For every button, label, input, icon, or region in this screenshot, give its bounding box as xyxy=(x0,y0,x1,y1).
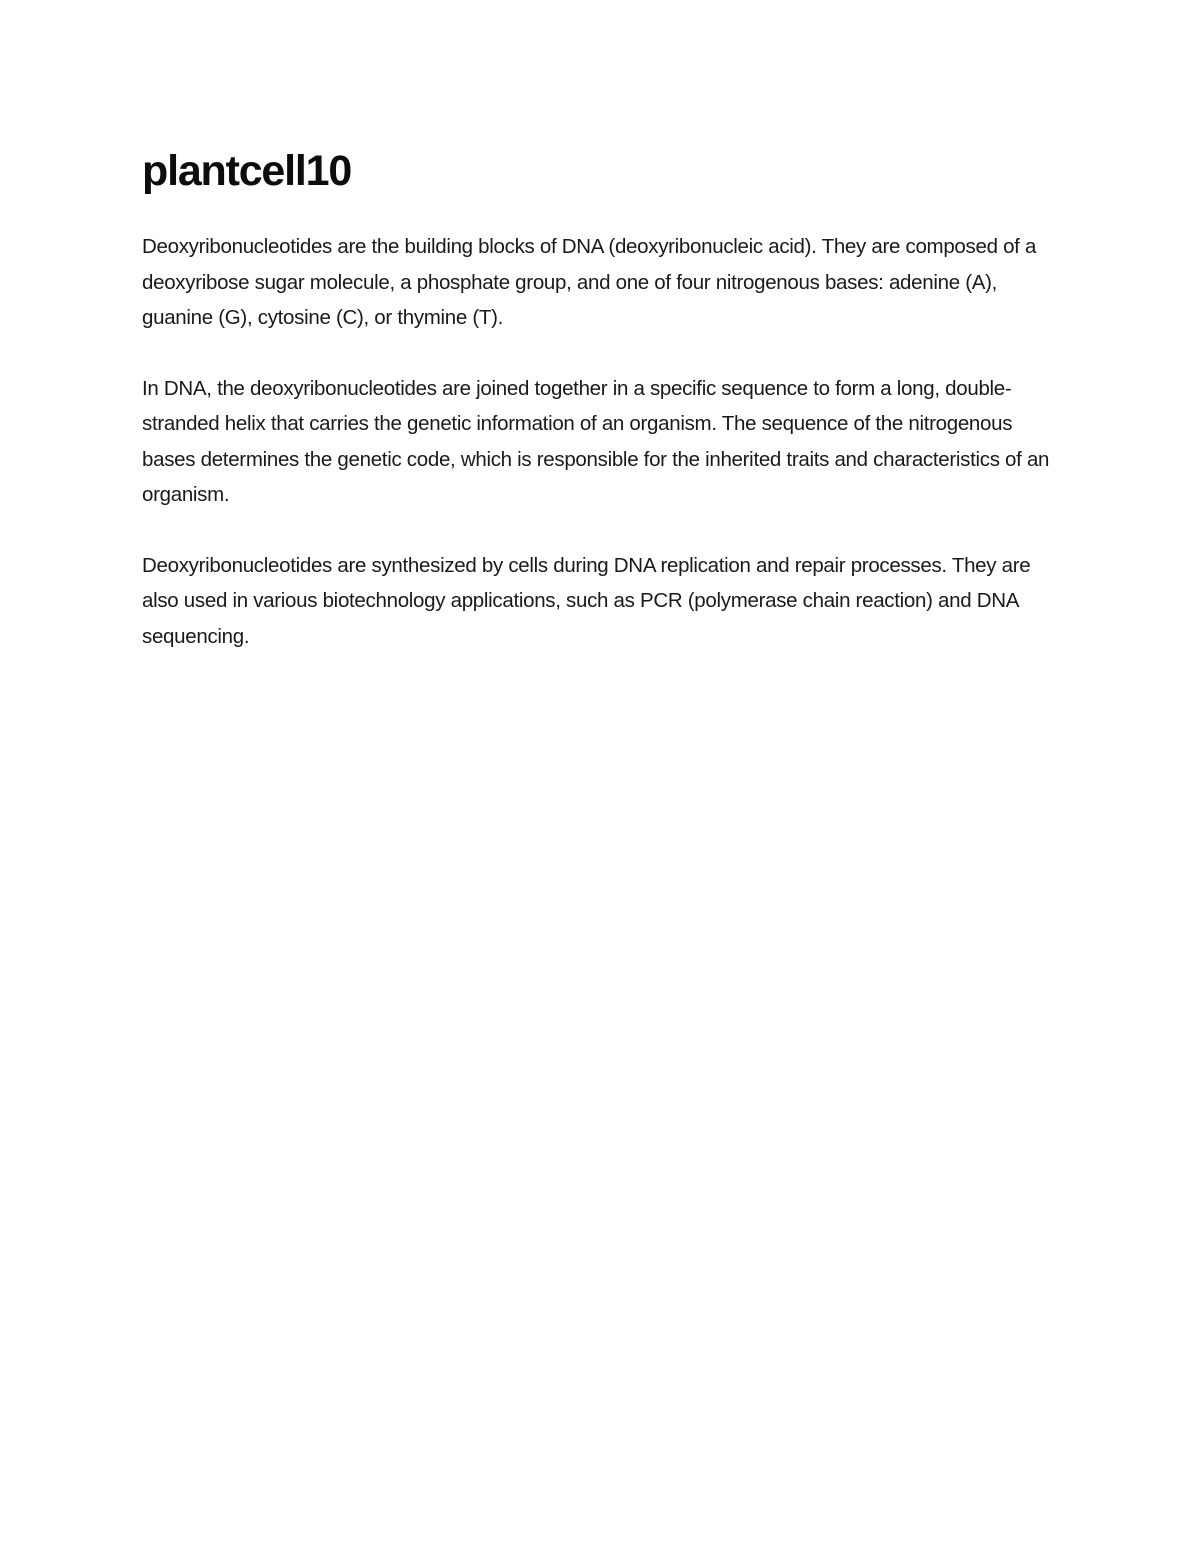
document-content xyxy=(142,140,1062,654)
paragraph-synthesis-applications: Deoxyribonucleotides are synthesized by cells during DNA replication and repair processes. They are also used in various biotechnology applications, such as PCR (polymerase chain reaction) and DNA sequencing. xyxy=(142,553,1031,648)
paragraph-deoxyribonucleotides-composition: Deoxyribonucleotides are the building blocks of DNA (deoxyribonucleic acid). They are composed of a deoxyribose sugar molecule, a phosphate group, and one of four nitrogenous bases: adenine (A), guanine (G), cytosine (C), or thymine (T). xyxy=(142,235,1037,329)
document-title: plantcell10 xyxy=(142,147,352,195)
paragraph-dna-sequence: In DNA, the deoxyribonucleotides are joined together in a specific sequence to form a long, double-stranded helix that carries the genetic information of an organism. The sequence of the nitrogenous bases determines the genetic code, which is responsible for the inherited traits and characteristics of an organism. xyxy=(142,376,1050,506)
